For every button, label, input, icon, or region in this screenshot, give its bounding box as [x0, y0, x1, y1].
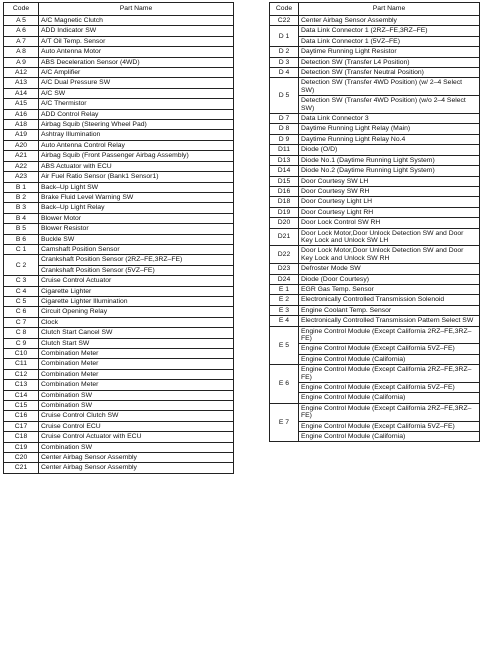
- table-row: [270, 264, 480, 274]
- table-row: [4, 68, 234, 78]
- table-row: [4, 255, 234, 265]
- part-code-cell: C 8: [4, 328, 39, 338]
- part-name-cell: Engine Control Module (Except California 5VZ–FE): [299, 383, 480, 393]
- part-code-cell: D 4: [270, 68, 299, 78]
- part-code-cell: C 2: [4, 255, 39, 276]
- table-row: [270, 207, 480, 217]
- table-row: [4, 161, 234, 171]
- part-code-cell: A21: [4, 151, 39, 161]
- right-parts-table: [269, 2, 480, 442]
- table-row: [270, 274, 480, 284]
- part-name-cell: Door Lock Control SW RH: [299, 218, 480, 228]
- part-name-cell: Combination Meter: [39, 349, 234, 359]
- part-name-cell: Daytime Running Light Resistor: [299, 47, 480, 57]
- part-name-cell: Crankshaft Position Sensor (2RZ–FE,3RZ–FE): [39, 255, 234, 265]
- part-name-cell: Cruise Control Clutch SW: [39, 411, 234, 421]
- table-row: [4, 36, 234, 46]
- table-row: [4, 442, 234, 452]
- part-code-cell: C12: [4, 369, 39, 379]
- part-code-cell: E 2: [270, 295, 299, 305]
- part-code-cell: A 9: [4, 57, 39, 67]
- part-code-cell: B 3: [4, 203, 39, 213]
- table-row: [4, 78, 234, 88]
- part-code-cell: A 5: [4, 16, 39, 26]
- part-name-cell: Air Fuel Ratio Sensor (Bank1 Sensor1): [39, 172, 234, 182]
- part-code-cell: A14: [4, 88, 39, 98]
- part-code-cell: C14: [4, 390, 39, 400]
- part-name-cell: Daytime Running Light Relay No.4: [299, 134, 480, 144]
- table-row: [270, 365, 480, 383]
- part-code-cell: C 6: [4, 307, 39, 317]
- table-header-row: [4, 3, 234, 16]
- part-name-cell: Combination SW: [39, 401, 234, 411]
- part-code-cell: C 7: [4, 317, 39, 327]
- part-name-cell: Center Airbag Sensor Assembly: [39, 453, 234, 463]
- table-row: [270, 166, 480, 176]
- part-code-cell: E 3: [270, 305, 299, 315]
- table-row: [4, 463, 234, 473]
- part-name-cell: Electronically Controlled Transmission Pattern Select SW: [299, 316, 480, 326]
- part-code-cell: A12: [4, 68, 39, 78]
- table-row: [4, 99, 234, 109]
- table-row: [270, 326, 480, 344]
- part-name-cell: Engine Control Module (Except California 2RZ–FE,3RZ–FE): [299, 365, 480, 383]
- table-row: [4, 359, 234, 369]
- table-row: [270, 186, 480, 196]
- part-code-cell: D 7: [270, 114, 299, 124]
- part-name-cell: ADD Indicator SW: [39, 26, 234, 36]
- table-row: [4, 203, 234, 213]
- part-name-cell: Door Courtesy SW RH: [299, 186, 480, 196]
- table-row: [270, 96, 480, 114]
- part-code-cell: D15: [270, 176, 299, 186]
- table-row: [4, 276, 234, 286]
- part-name-cell: A/C Magnetic Clutch: [39, 16, 234, 26]
- table-row: [270, 344, 480, 354]
- part-name-cell: Diode (O/D): [299, 145, 480, 155]
- part-name-cell: Detection SW (Transfer L4 Position): [299, 57, 480, 67]
- part-code-cell: C22: [270, 16, 299, 26]
- table-row: [4, 57, 234, 67]
- part-name-cell: Combination SW: [39, 390, 234, 400]
- part-name-cell: A/C Amplifier: [39, 68, 234, 78]
- part-name-cell: Auto Antenna Control Relay: [39, 140, 234, 150]
- part-name-cell: EGR Gas Temp. Sensor: [299, 284, 480, 294]
- table-row: [4, 338, 234, 348]
- part-name-cell: Back–Up Light SW: [39, 182, 234, 192]
- table-row: [4, 182, 234, 192]
- part-name-cell: Door Courtesy SW LH: [299, 176, 480, 186]
- left-table-body: [4, 16, 234, 474]
- table-row: [4, 296, 234, 306]
- part-name-column-header: Part Name: [299, 3, 480, 16]
- part-name-cell: Engine Control Module (Except California 2RZ–FE,3RZ–FE): [299, 326, 480, 344]
- part-name-cell: Data Link Connector 1 (2RZ–FE,3RZ–FE): [299, 26, 480, 36]
- left-parts-table: [3, 2, 234, 474]
- part-name-cell: Center Airbag Sensor Assembly: [39, 463, 234, 473]
- part-code-cell: C 9: [4, 338, 39, 348]
- part-name-cell: Diode No.2 (Daytime Running Light System): [299, 166, 480, 176]
- part-name-cell: Engine Coolant Temp. Sensor: [299, 305, 480, 315]
- part-name-cell: Clutch Start Cancel SW: [39, 328, 234, 338]
- part-code-cell: D24: [270, 274, 299, 284]
- table-row: [4, 317, 234, 327]
- table-row: [270, 421, 480, 431]
- code-column-header: Code: [270, 3, 299, 16]
- part-name-cell: Brake Fluid Level Warning SW: [39, 192, 234, 202]
- table-row: [270, 26, 480, 36]
- table-row: [270, 145, 480, 155]
- part-code-cell: A 8: [4, 47, 39, 57]
- table-row: [4, 172, 234, 182]
- table-row: [4, 88, 234, 98]
- part-code-cell: D11: [270, 145, 299, 155]
- part-name-cell: Crankshaft Position Sensor (5VZ–FE): [39, 265, 234, 275]
- part-name-cell: Door Courtesy Light LH: [299, 197, 480, 207]
- part-name-cell: ADD Control Relay: [39, 109, 234, 119]
- part-code-cell: C13: [4, 380, 39, 390]
- table-row: [4, 453, 234, 463]
- table-row: [270, 295, 480, 305]
- part-code-cell: E 7: [270, 403, 299, 442]
- part-name-cell: Clock: [39, 317, 234, 327]
- table-row: [4, 328, 234, 338]
- part-name-cell: Diode (Door Courtesy): [299, 274, 480, 284]
- table-row: [4, 421, 234, 431]
- part-code-cell: C 3: [4, 276, 39, 286]
- part-code-cell: C15: [4, 401, 39, 411]
- part-name-cell: Diode No.1 (Daytime Running Light System): [299, 155, 480, 165]
- part-code-cell: D18: [270, 197, 299, 207]
- part-code-cell: E 4: [270, 316, 299, 326]
- part-code-cell: B 5: [4, 224, 39, 234]
- part-name-cell: Airbag Squib (Steering Wheel Pad): [39, 120, 234, 130]
- part-code-cell: D 8: [270, 124, 299, 134]
- part-name-cell: Detection SW (Transfer Neutral Position): [299, 68, 480, 78]
- part-name-column-header: Part Name: [39, 3, 234, 16]
- part-code-cell: E 5: [270, 326, 299, 365]
- part-name-cell: Door Courtesy Light RH: [299, 207, 480, 217]
- part-code-cell: D22: [270, 246, 299, 264]
- part-code-cell: D 9: [270, 134, 299, 144]
- table-row: [270, 176, 480, 186]
- part-code-cell: A20: [4, 140, 39, 150]
- table-row: [270, 57, 480, 67]
- part-code-cell: A19: [4, 130, 39, 140]
- part-name-cell: Cigarette Lighter: [39, 286, 234, 296]
- part-name-cell: Blower Motor: [39, 213, 234, 223]
- table-row: [4, 151, 234, 161]
- part-name-cell: Electronically Controlled Transmission Solenoid: [299, 295, 480, 305]
- table-row: [4, 140, 234, 150]
- table-row: [270, 16, 480, 26]
- part-code-cell: A23: [4, 172, 39, 182]
- part-name-cell: Engine Control Module (California): [299, 393, 480, 403]
- table-row: [4, 192, 234, 202]
- part-code-cell: B 1: [4, 182, 39, 192]
- part-name-cell: Circuit Opening Relay: [39, 307, 234, 317]
- table-row: [270, 36, 480, 46]
- part-name-cell: ABS Deceleration Sensor (4WD): [39, 57, 234, 67]
- table-row: [270, 114, 480, 124]
- part-name-cell: Airbag Squib (Front Passenger Airbag Assembly): [39, 151, 234, 161]
- table-row: [270, 155, 480, 165]
- part-code-cell: A18: [4, 120, 39, 130]
- table-row: [4, 401, 234, 411]
- table-row: [270, 78, 480, 96]
- table-row: [4, 411, 234, 421]
- part-name-cell: Engine Control Module (California): [299, 354, 480, 364]
- part-code-cell: D23: [270, 264, 299, 274]
- table-row: [4, 286, 234, 296]
- table-row: [4, 244, 234, 254]
- table-row: [270, 432, 480, 442]
- table-row: [4, 349, 234, 359]
- part-code-cell: D 1: [270, 26, 299, 47]
- part-code-cell: A 6: [4, 26, 39, 36]
- table-row: [4, 26, 234, 36]
- part-code-cell: C20: [4, 453, 39, 463]
- part-name-cell: Daytime Running Light Relay (Main): [299, 124, 480, 134]
- table-row: [270, 383, 480, 393]
- part-name-cell: Cruise Control ECU: [39, 421, 234, 431]
- table-row: [270, 68, 480, 78]
- part-code-cell: B 6: [4, 234, 39, 244]
- table-row: [270, 124, 480, 134]
- right-table-body: [270, 16, 480, 442]
- table-row: [270, 316, 480, 326]
- part-name-cell: Back–Up Light Relay: [39, 203, 234, 213]
- part-code-cell: D 3: [270, 57, 299, 67]
- part-name-cell: Door Lock Motor,Door Unlock Detection SW and Door Key Lock and Unlock SW LH: [299, 228, 480, 246]
- part-name-cell: A/C Dual Pressure SW: [39, 78, 234, 88]
- part-name-cell: Combination Meter: [39, 359, 234, 369]
- part-code-cell: C18: [4, 432, 39, 442]
- table-row: [4, 307, 234, 317]
- table-row: [4, 234, 234, 244]
- part-code-cell: C19: [4, 442, 39, 452]
- part-name-cell: Center Airbag Sensor Assembly: [299, 16, 480, 26]
- part-code-cell: D 2: [270, 47, 299, 57]
- table-row: [4, 213, 234, 223]
- part-code-cell: A15: [4, 99, 39, 109]
- part-code-cell: B 2: [4, 192, 39, 202]
- part-name-cell: Data Link Connector 1 (5VZ–FE): [299, 36, 480, 46]
- part-code-cell: D 5: [270, 78, 299, 114]
- table-row: [4, 369, 234, 379]
- table-row: [4, 109, 234, 119]
- table-row: [270, 393, 480, 403]
- part-name-cell: A/C Thermistor: [39, 99, 234, 109]
- part-code-cell: C17: [4, 421, 39, 431]
- part-name-cell: Data Link Connector 3: [299, 114, 480, 124]
- table-header-row: [270, 3, 480, 16]
- table-row: [4, 130, 234, 140]
- part-name-cell: Engine Control Module (Except California 5VZ–FE): [299, 344, 480, 354]
- table-row: [270, 403, 480, 421]
- part-name-cell: Auto Antenna Motor: [39, 47, 234, 57]
- part-name-cell: A/T Oil Temp. Sensor: [39, 36, 234, 46]
- part-name-cell: Detection SW (Transfer 4WD Position) (w/o 2–4 Select SW): [299, 96, 480, 114]
- table-row: [4, 390, 234, 400]
- part-code-cell: D16: [270, 186, 299, 196]
- part-name-cell: Cigarette Lighter Illumination: [39, 296, 234, 306]
- table-row: [4, 224, 234, 234]
- part-code-cell: C16: [4, 411, 39, 421]
- part-name-cell: Engine Control Module (Except California 2RZ–FE,3RZ–FE): [299, 403, 480, 421]
- part-code-cell: D21: [270, 228, 299, 246]
- part-name-cell: ABS Actuator with ECU: [39, 161, 234, 171]
- part-code-cell: E 1: [270, 284, 299, 294]
- table-row: [4, 265, 234, 275]
- part-code-cell: D19: [270, 207, 299, 217]
- table-row: [270, 47, 480, 57]
- table-row: [270, 305, 480, 315]
- part-code-cell: D20: [270, 218, 299, 228]
- part-name-cell: Defroster Mode SW: [299, 264, 480, 274]
- part-name-cell: Clutch Start SW: [39, 338, 234, 348]
- part-name-cell: Combination Meter: [39, 369, 234, 379]
- part-name-cell: A/C SW: [39, 88, 234, 98]
- part-name-cell: Engine Control Module (Except California 5VZ–FE): [299, 421, 480, 431]
- part-name-cell: Engine Control Module (California): [299, 432, 480, 442]
- table-row: [4, 380, 234, 390]
- table-row: [270, 197, 480, 207]
- part-code-cell: B 4: [4, 213, 39, 223]
- table-row: [4, 16, 234, 26]
- part-name-cell: Detection SW (Transfer 4WD Position) (w/ 2–4 Select SW): [299, 78, 480, 96]
- code-column-header: Code: [4, 3, 39, 16]
- part-name-cell: Buckle SW: [39, 234, 234, 244]
- part-code-cell: C11: [4, 359, 39, 369]
- part-code-cell: D13: [270, 155, 299, 165]
- part-code-cell: C21: [4, 463, 39, 473]
- part-code-cell: C 5: [4, 296, 39, 306]
- table-row: [270, 246, 480, 264]
- part-name-cell: Combination SW: [39, 442, 234, 452]
- table-row: [4, 47, 234, 57]
- table-row: [4, 120, 234, 130]
- part-name-cell: Door Lock Motor,Door Unlock Detection SW and Door Key Lock and Unlock SW RH: [299, 246, 480, 264]
- part-name-cell: Ashtray Illumination: [39, 130, 234, 140]
- part-code-cell: C 1: [4, 244, 39, 254]
- part-name-cell: Combination Meter: [39, 380, 234, 390]
- table-row: [270, 284, 480, 294]
- part-name-cell: Cruise Control Actuator: [39, 276, 234, 286]
- table-row: [270, 134, 480, 144]
- part-name-cell: Blower Resistor: [39, 224, 234, 234]
- table-row: [4, 432, 234, 442]
- part-code-cell: C10: [4, 349, 39, 359]
- part-code-cell: E 6: [270, 365, 299, 404]
- table-row: [270, 218, 480, 228]
- table-row: [270, 354, 480, 364]
- part-code-cell: A13: [4, 78, 39, 88]
- part-code-cell: A 7: [4, 36, 39, 46]
- part-code-cell: A16: [4, 109, 39, 119]
- part-name-cell: Camshaft Position Sensor: [39, 244, 234, 254]
- part-code-cell: D14: [270, 166, 299, 176]
- table-row: [270, 228, 480, 246]
- part-code-cell: A22: [4, 161, 39, 171]
- part-code-cell: C 4: [4, 286, 39, 296]
- part-name-cell: Cruise Control Actuator with ECU: [39, 432, 234, 442]
